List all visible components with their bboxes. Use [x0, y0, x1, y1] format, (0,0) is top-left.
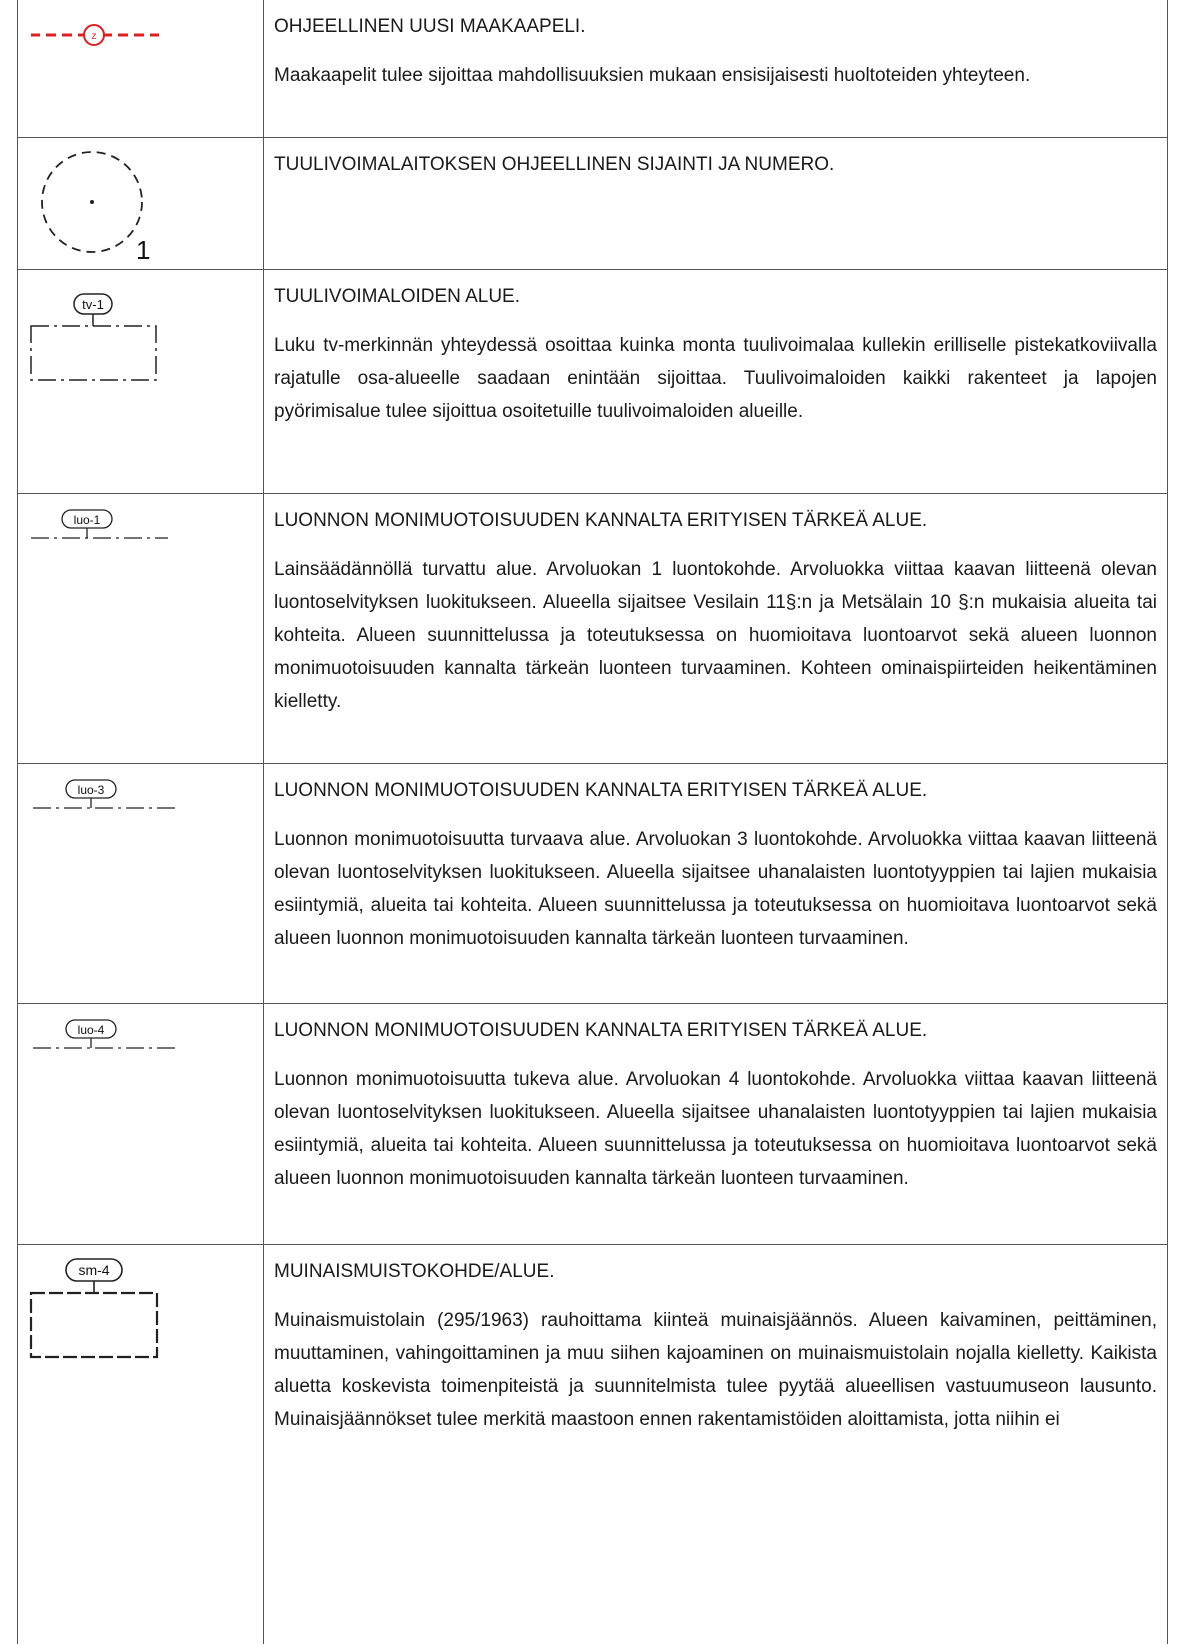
legend-description: Maakaapelit tulee sijoittaa mahdollisuuksien mukaan ensisijaisesti huoltoteiden yhteyteen. — [274, 65, 1031, 86]
biodiversity-luo-3-symbol-icon — [18, 764, 263, 1004]
legend-title: TUULIVOIMALAITOKSEN OHJEELLINEN SIJAINTI JA NUMERO. — [274, 153, 835, 175]
wind-turbine-area-symbol-icon — [18, 270, 263, 494]
legend-row-biodiversity-luo-4 — [18, 1003, 1168, 1244]
description-cell — [264, 137, 1168, 269]
legend-description: Luonnon monimuotoisuutta tukeva alue. Arvoluokan 4 luontokohde. Arvoluokka viittaa kaavan liitteenä olevan luontoselvityksen luokitukseen. Alueella sijaitsee uhanalaisten luontotyyppien tai lajien mukaisia esiintymiä, alueita tai kohteita. Alueen suunnittelussa ja toteutuksessa on huomioitava luontoarvot sekä alueen luonnon monimuotoisuuden kannalta tärkeän luonteen turvaaminen. — [274, 1068, 1157, 1189]
legend-description: Luonnon monimuotoisuutta turvaava alue. Arvoluokan 3 luontokohde. Arvoluokka viittaa kaavan liitteenä olevan luontoselvityksen luokitukseen. Alueella sijaitsee uhanalaisten luontotyyppien tai lajien mukaisia esiintymiä, alueita tai kohteita. Alueen suunnittelussa ja toteutuksessa on huomioitava luontoarvot sekä alueen luonnon monimuotoisuuden kannalta tärkeän luonteen turvaaminen. — [274, 828, 1157, 949]
symbol-cell — [18, 1244, 264, 1644]
legend-description: Muinaismuistolain (295/1963) rauhoittama kiinteä muinaisjäännös. Alueen kaivaminen, peittäminen, muuttaminen, vahingoittaminen ja muu siihen kajoaminen on muinaismuistolain nojalla kielletty. Kaikista aluetta koskevista toimenpiteistä ja suunnitelmista tulee pyytää alueellisen vastuumuseon lausunto. Muinaisjäännökset tulee merkitä maastoon ennen rakentamistöiden aloittamista, jotta niihin ei — [274, 1309, 1157, 1430]
symbol-cell — [18, 763, 264, 1003]
symbol-cell — [18, 493, 264, 763]
legend-row-biodiversity-luo-1 — [18, 493, 1168, 763]
description-cell — [264, 493, 1168, 763]
biodiversity-luo-1-symbol-icon — [18, 494, 263, 764]
area-code-label: luo-4 — [77, 1022, 105, 1037]
legend-title: LUONNON MONIMUOTOISUUDEN KANNALTA ERITYISEN TÄRKEÄ ALUE. — [274, 779, 928, 801]
wind-turbine-location-symbol-icon — [18, 138, 263, 270]
legend-description: Luku tv-merkinnän yhteydessä osoittaa kuinka monta tuulivoimalaa kullekin erilliselle pistekatkoviivalla rajatulle osa-alueelle saadaan enintään sijoittaa. Tuulivoimaloiden kaikki rakenteet ja lapojen pyörimisalue tulee sijoittua osoitetuille tuulivoimaloiden alueille. — [274, 334, 1157, 422]
description-cell — [264, 269, 1168, 493]
area-code-label: sm-4 — [78, 1261, 110, 1278]
legend-row-ancient-monument — [18, 1244, 1168, 1644]
legend-title: TUULIVOIMALOIDEN ALUE. — [274, 285, 521, 307]
legend-row-wind-turbine-location — [18, 137, 1168, 269]
description-cell — [264, 1003, 1168, 1244]
legend-title: OHJEELLINEN UUSI MAAKAAPELI. — [274, 16, 586, 37]
cable-symbol-label: z — [91, 31, 97, 42]
ancient-monument-symbol-icon — [18, 1245, 263, 1645]
description-cell — [264, 763, 1168, 1003]
symbol-cell — [18, 137, 264, 269]
legend-row-biodiversity-luo-3 — [18, 763, 1168, 1003]
symbol-cell — [18, 269, 264, 493]
underground-cable-symbol-icon — [18, 0, 263, 137]
biodiversity-luo-4-symbol-icon — [18, 1004, 263, 1245]
legend-title: MUINAISMUISTOKOHDE/ALUE. — [274, 1260, 555, 1282]
area-code-label: tv-1 — [82, 296, 104, 312]
area-code-label: luo-3 — [77, 782, 105, 797]
symbol-cell — [18, 1003, 264, 1244]
area-code-label: luo-1 — [73, 512, 101, 527]
description-cell — [264, 0, 1168, 137]
legend-title: LUONNON MONIMUOTOISUUDEN KANNALTA ERITYISEN TÄRKEÄ ALUE. — [274, 509, 928, 531]
symbol-cell — [18, 0, 264, 137]
legend-row-underground-cable — [18, 0, 1168, 137]
legend-table — [17, 0, 1168, 1644]
legend-description: Lainsäädännöllä turvattu alue. Arvoluokan 1 luontokohde. Arvoluokka viittaa kaavan liitteenä olevan luontoselvityksen luokitukseen. Alueella sijaitsee Vesilain 11§:n ja Metsälain 10 §:n mukaisia alueita tai kohteita. Alueen suunnittelussa ja toteutuksessa on huomioitava luontoarvot sekä alueen luonnon monimuotoisuuden kannalta tärkeän luonteen turvaaminen. Kohteen ominaispiirteiden heikentäminen kielletty. — [274, 558, 1157, 712]
legend-row-wind-turbine-area — [18, 269, 1168, 493]
legend-title: LUONNON MONIMUOTOISUUDEN KANNALTA ERITYISEN TÄRKEÄ ALUE. — [274, 1019, 928, 1041]
description-cell — [264, 1244, 1168, 1644]
turbine-number-label: 1 — [136, 234, 151, 265]
